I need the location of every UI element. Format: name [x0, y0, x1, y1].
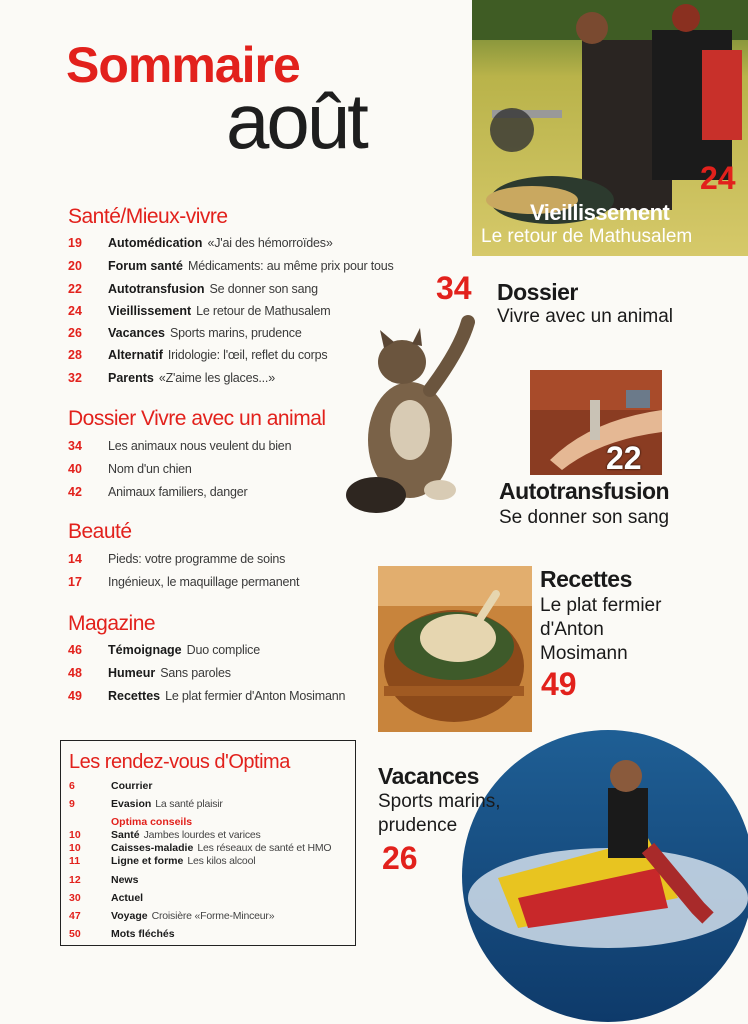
rendezvous-entry[interactable]: 9 Evasion La santé plaisir [69, 798, 223, 810]
toc-entry[interactable]: 46 Témoignage Duo complice [68, 643, 260, 657]
jetski-photo[interactable] [458, 728, 748, 1024]
rendezvous-heading: Les rendez-vous d'Optima [69, 751, 290, 773]
rendezvous-entry[interactable]: 30 Actuel [69, 892, 144, 904]
vieillissement-title[interactable]: Vieillissement [530, 200, 670, 225]
section-dossier-heading: Dossier Vivre avec un animal [68, 407, 326, 430]
toc-entry[interactable]: 24 Vieillissement Le retour de Mathusalem [68, 304, 331, 318]
masthead-title: Sommaire [66, 37, 300, 93]
optima-conseils-label: Optima conseils [111, 816, 193, 828]
toc-entry[interactable]: 17 Ingénieux, le maquillage permanent [68, 575, 300, 589]
toc-entry[interactable]: 22 Autotransfusion Se donner son sang [68, 282, 318, 296]
autotransfusion-title[interactable]: Autotransfusion [499, 478, 670, 504]
toc-entry[interactable]: 49 Recettes Le plat fermier d'Anton Mosimann [68, 689, 346, 703]
vieillissement-page: 24 [700, 160, 736, 196]
section-beaute-heading: Beauté [68, 520, 132, 543]
vacances-line1: Sports marins, [378, 791, 501, 812]
rendezvous-entry[interactable]: 47 Voyage Croisière «Forme-Minceur» [69, 910, 275, 922]
autotransfusion-text: Se donner son sang [499, 507, 670, 528]
vacances-title[interactable]: Vacances [378, 763, 479, 789]
dossier-page: 34 [436, 270, 472, 306]
toc-entry[interactable]: 19 Automédication «J'ai des hémorroïdes» [68, 236, 333, 250]
rendezvous-entry[interactable]: 10 Santé Jambes lourdes et varices [69, 829, 261, 841]
toc-entry[interactable]: 34 Les animaux nous veulent du bien [68, 439, 292, 453]
rendezvous-entry[interactable]: 12 News [69, 874, 139, 886]
rendezvous-entry[interactable]: 50 Mots fléchés [69, 928, 175, 940]
toc-entry[interactable]: 20 Forum santé Médicaments: au même prix pour tous [68, 259, 394, 273]
vacances-line2: prudence [378, 815, 458, 836]
food-photo[interactable] [378, 566, 532, 732]
dossier-title[interactable]: Dossier [497, 279, 578, 305]
section-magazine-heading: Magazine [68, 612, 156, 635]
recettes-title[interactable]: Recettes [540, 566, 632, 592]
rendezvous-entry[interactable]: 11 Ligne et forme Les kilos alcool [69, 855, 256, 867]
recettes-line3: Mosimann [540, 643, 628, 664]
vacances-page: 26 [382, 840, 418, 876]
toc-entry[interactable]: 48 Humeur Sans paroles [68, 666, 231, 680]
recettes-line2: d'Anton [540, 619, 604, 640]
recettes-page: 49 [541, 666, 577, 702]
toc-entry[interactable]: 26 Vacances Sports marins, prudence [68, 326, 302, 340]
toc-entry[interactable]: 28 Alternatif Iridologie: l'œil, reflet du corps [68, 348, 328, 362]
rendezvous-entry[interactable]: 6 Courrier [69, 780, 153, 792]
vieillissement-text: Le retour de Mathusalem [481, 226, 693, 247]
masthead-month: août [226, 77, 366, 165]
autotransfusion-page: 22 [606, 440, 642, 476]
rendezvous-entry[interactable]: 10 Caisses-maladie Les réseaux de santé et HMO [69, 842, 332, 854]
toc-entry[interactable]: 42 Animaux familiers, danger [68, 485, 248, 499]
rendezvous-box [60, 740, 356, 946]
arm-photo[interactable] [530, 370, 662, 475]
dossier-text: Vivre avec un animal [497, 306, 674, 327]
recettes-line1: Le plat fermier [540, 595, 662, 616]
cat-photo[interactable] [340, 310, 480, 520]
section-sante-heading: Santé/Mieux-vivre [68, 205, 228, 228]
toc-entry[interactable]: 14 Pieds: votre programme de soins [68, 552, 286, 566]
toc-entry[interactable]: 40 Nom d'un chien [68, 462, 192, 476]
toc-entry[interactable]: 32 Parents «Z'aime les glaces...» [68, 371, 275, 385]
